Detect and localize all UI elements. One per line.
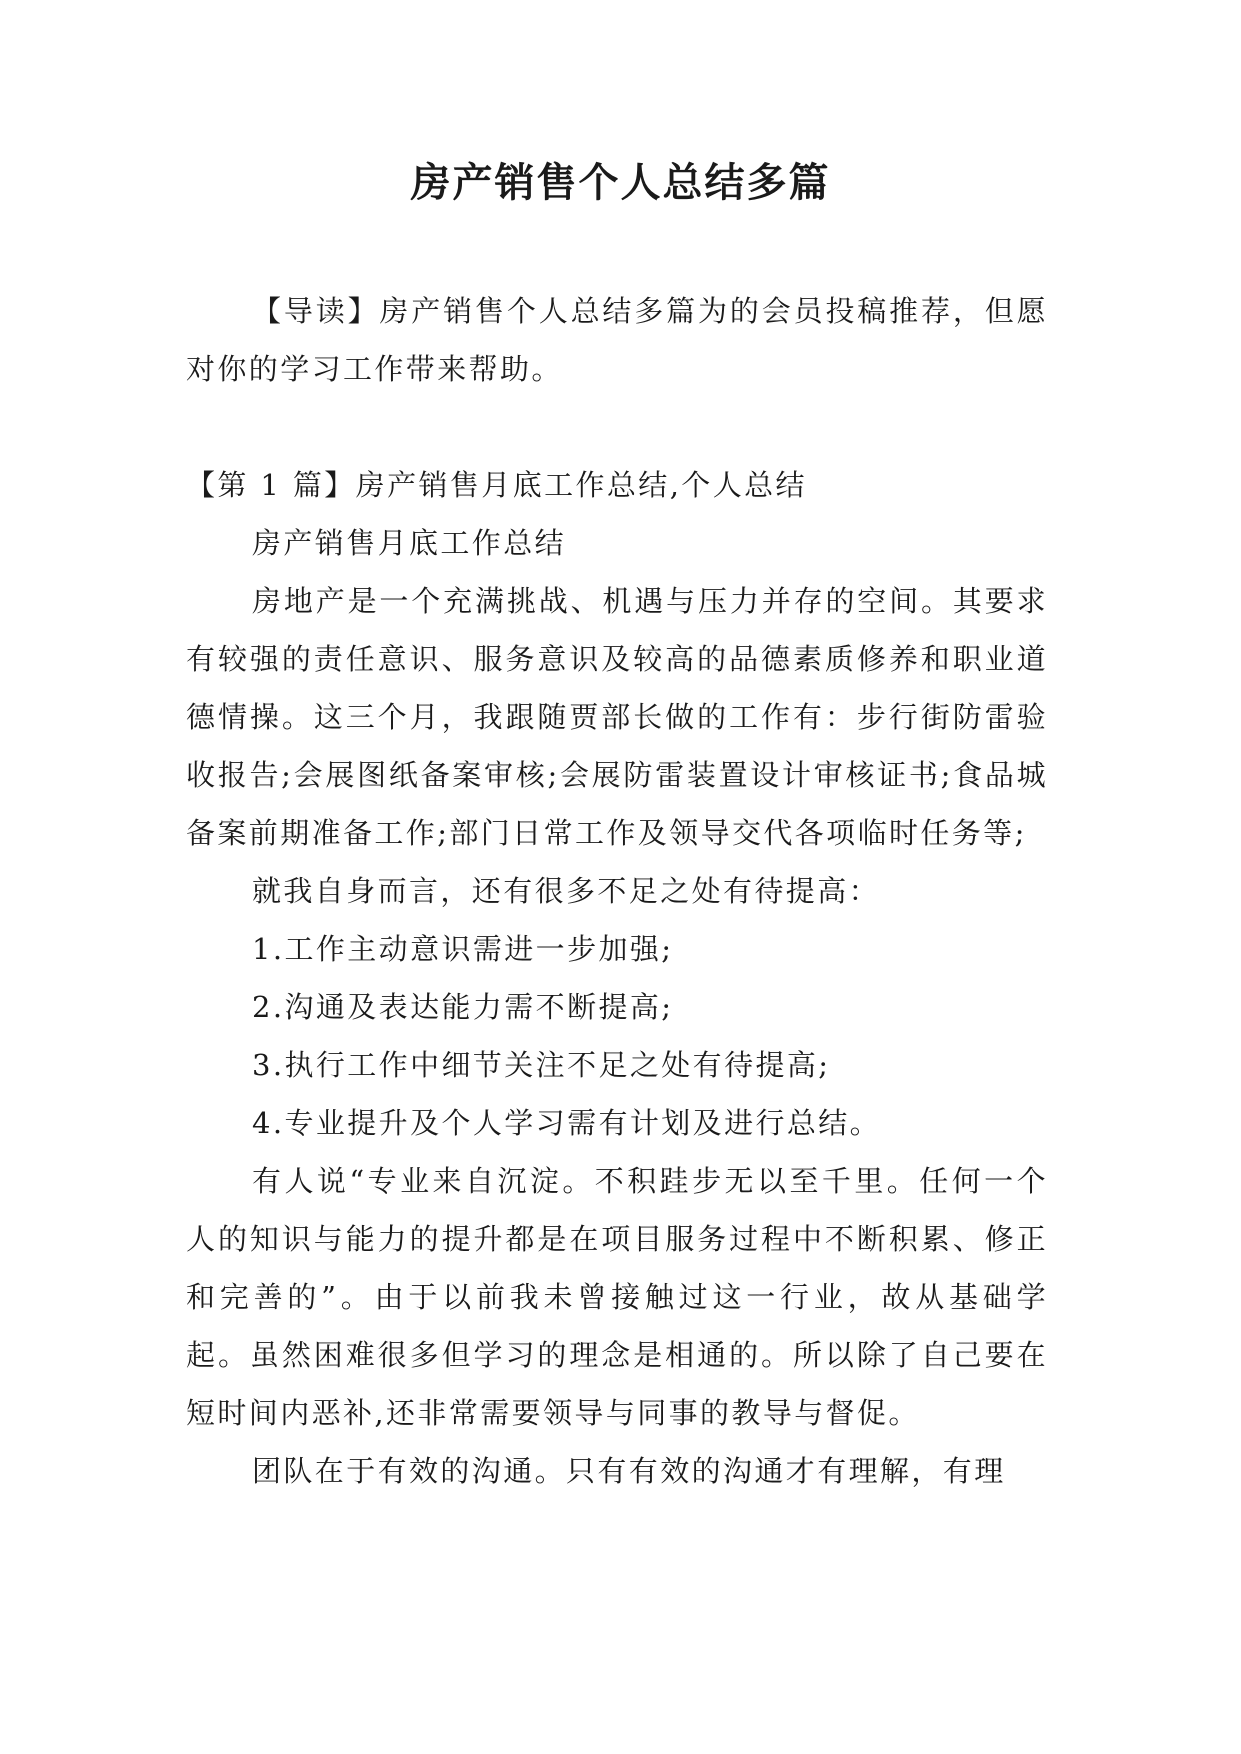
section-heading: 【第 1 篇】房产销售月底工作总结,个人总结 bbox=[186, 468, 807, 502]
list-item: 1.工作主动意识需进一步加强; bbox=[252, 932, 674, 966]
document-body bbox=[186, 282, 1048, 1500]
body-paragraph: 有人说“专业来自沉淀。不积跬步无以至千里。任何一个人的知识与能力的提升都是在项目服务过程中不断积累、修正和完善的”。由于以前我未曾接触过这一行业，故从基础学起。虽然困难很多但学习的理念是相通的。所以除了自己要在短时间内恶补,还非常需要领导与同事的教导与督促。 bbox=[186, 1164, 1048, 1430]
spacer bbox=[186, 398, 1048, 456]
intro-paragraph: 【导读】房产销售个人总结多篇为的会员投稿推荐，但愿对你的学习工作带来帮助。 bbox=[186, 294, 1048, 386]
list-item: 3.执行工作中细节关注不足之处有待提高; bbox=[252, 1048, 831, 1082]
body-paragraph: 团队在于有效的沟通。只有有效的沟通才有理解，有理 bbox=[252, 1454, 1006, 1488]
list-item: 4.专业提升及个人学习需有计划及进行总结。 bbox=[252, 1106, 882, 1140]
body-paragraph: 房地产是一个充满挑战、机遇与压力并存的空间。其要求有较强的责任意识、服务意识及较高的品德素质修养和职业道德情操。这三个月，我跟随贾部长做的工作有：步行街防雷验收报告;会展图纸备案审核;会展防雷装置设计审核证书;食品城备案前期准备工作;部门日常工作及领导交代各项临时任务等; bbox=[186, 584, 1048, 850]
body-paragraph: 就我自身而言，还有很多不足之处有待提高： bbox=[252, 874, 881, 908]
list-item: 2.沟通及表达能力需不断提高; bbox=[252, 990, 674, 1024]
document-title: 房产销售个人总结多篇 bbox=[410, 159, 831, 206]
section-subtitle: 房产销售月底工作总结 bbox=[252, 526, 567, 560]
